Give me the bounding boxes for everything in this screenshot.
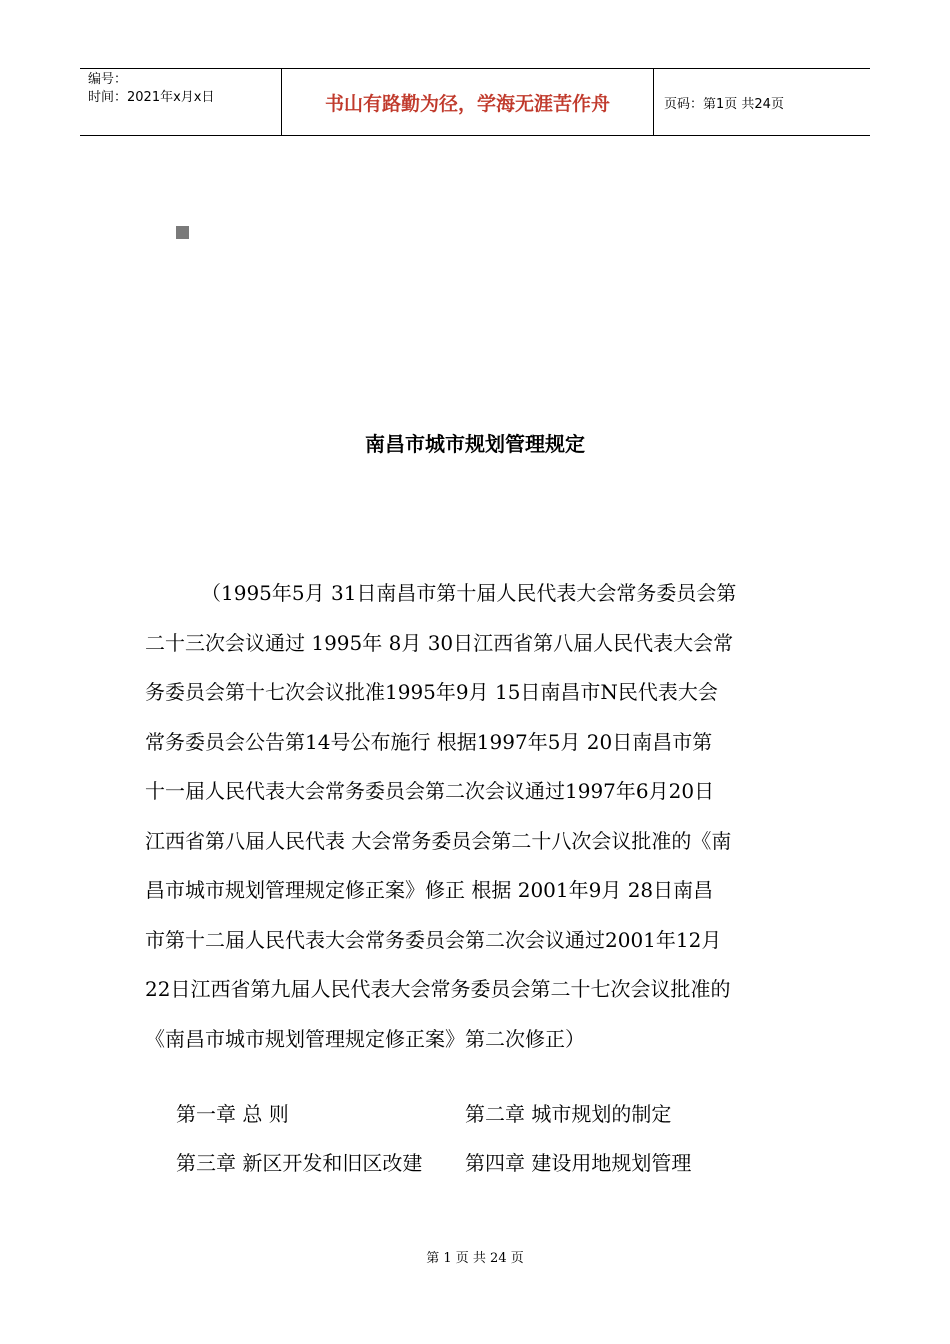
intro-line: 市第十二届人民代表大会常务委员会第二次会议通过2001年12月 bbox=[145, 927, 722, 952]
document-title: 南昌市城市规划管理规定 bbox=[365, 432, 585, 456]
intro-line: 江西省第八届人民代表 大会常务委员会第二十八次会议批准的《南 bbox=[145, 828, 732, 853]
toc-chapter-1: 第一章 总 则 bbox=[176, 1102, 289, 1126]
toc-chapter-3: 第三章 新区开发和旧区改建 bbox=[176, 1151, 423, 1175]
number-label: 编号： bbox=[88, 72, 128, 87]
intro-line: 二十三次会议通过 1995年 8月 30日江西省第八届人民代表大会常 bbox=[145, 630, 734, 655]
intro-line: （1995年5月 31日南昌市第十届人民代表大会常务委员会第 bbox=[201, 581, 737, 605]
intro-line: 常务委员会公告第14号公布施行 根据1997年5月 20日南昌市第 bbox=[145, 729, 713, 754]
intro-paragraph bbox=[145, 569, 810, 1064]
toc-chapter-2: 第二章 城市规划的制定 bbox=[465, 1102, 672, 1126]
intro-line: 22日江西省第九届人民代表大会常务委员会第二十七次会议批准的 bbox=[145, 977, 731, 1001]
header-meta bbox=[80, 69, 282, 135]
page-footer: 第 1 页 共 24 页 bbox=[426, 1251, 524, 1266]
square-bullet-icon bbox=[176, 226, 189, 239]
page-header bbox=[80, 68, 870, 136]
toc-chapter-4: 第四章 建设用地规划管理 bbox=[465, 1151, 692, 1175]
time-label: 时间：2021年x月x日 bbox=[88, 90, 215, 105]
intro-line: 《南昌市城市规划管理规定修正案》第二次修正） bbox=[145, 1026, 585, 1051]
intro-line: 务委员会第十七次会议批准1995年9月 15日南昌市N民代表大会 bbox=[145, 680, 718, 704]
intro-line: 十一届人民代表大会常务委员会第二次会议通过1997年6月20日 bbox=[145, 779, 715, 803]
header-page-info: 页码：第1页 共24页 bbox=[664, 96, 784, 112]
header-motto: 书山有路勤为径，学海无涯苦作舟 bbox=[282, 69, 654, 135]
intro-line: 昌市城市规划管理规定修正案》修正 根据 2001年9月 28日南昌 bbox=[145, 878, 714, 902]
